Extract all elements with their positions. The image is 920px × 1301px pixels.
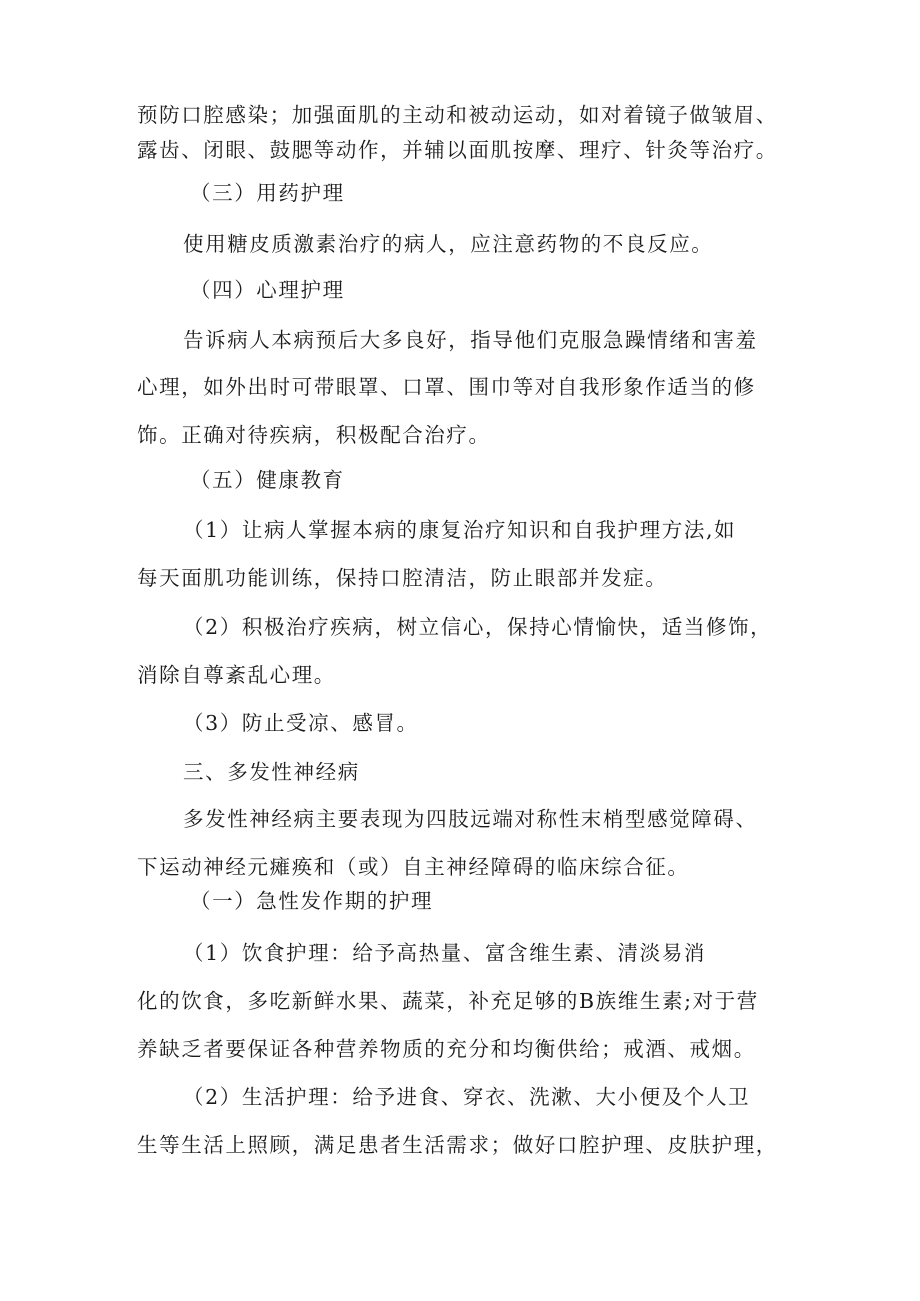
body-text-line: 生等生活上照顾，满足患者生活需求；做好口腔护理、皮肤护理， — [137, 1133, 778, 1157]
body-text-line: （2）积极治疗疾病，树立信心，保持心情愉快，适当修饰， — [183, 615, 773, 639]
section-heading: （三）用药护理 — [190, 181, 345, 205]
body-text-line: 使用糖皮质激素治疗的病人，应注意药物的不良反应。 — [183, 232, 714, 256]
body-text-line: 心理，如外出时可带眼罩、口罩、围巾等对自我形象作适当的修 — [137, 375, 756, 399]
body-text-line: （1）饮食护理：给予高热量、富含维生素、清淡易消 — [183, 941, 706, 965]
section-heading: （四）心理护理 — [190, 278, 345, 302]
body-text-line: 每天面肌功能训练，保持口腔清洁，防止眼部并发症。 — [137, 566, 668, 590]
body-text-line: 饰。正确对待疾病，积极配合治疗。 — [137, 423, 491, 447]
body-text-line: 多发性神经病主要表现为四肢远端对称性末梢型感觉障碍、 — [183, 807, 758, 831]
body-text-line: 预防口腔感染；加强面肌的主动和被动运动，如对着镜子做皱眉、 — [137, 103, 778, 127]
body-text-line: 告诉病人本病预后大多良好，指导他们克服急躁情绪和害羞 — [183, 328, 758, 352]
body-text-line: （1）让病人掌握本病的康复治疗知识和自我护理方法,如 — [183, 518, 737, 542]
section-heading: （五）健康教育 — [190, 468, 345, 492]
body-text-line: （2）生活护理：给予进食、穿衣、洗漱、大小便及个人卫 — [183, 1085, 751, 1109]
body-text-line: 消除自尊紊乱心理。 — [137, 663, 336, 687]
body-text-line: （3）防止受凉、感冒。 — [183, 711, 419, 735]
section-heading: （一）急性发作期的护理 — [190, 889, 434, 913]
body-text-line: 下运动神经元瘫痪和（或）自主神经障碍的临床综合征。 — [137, 855, 690, 879]
body-text-line: 露齿、闭眼、鼓腮等动作，并辅以面肌按摩、理疗、针灸等治疗。 — [137, 138, 778, 162]
body-text-line: 养缺乏者要保证各种营养物质的充分和均衡供给；戒酒、戒烟。 — [137, 1037, 756, 1061]
section-heading: 三、多发性神经病 — [183, 760, 360, 784]
body-text-line: 化的饮食，多吃新鲜水果、蔬菜，补充足够的B族维生素;对于营 — [137, 989, 759, 1013]
